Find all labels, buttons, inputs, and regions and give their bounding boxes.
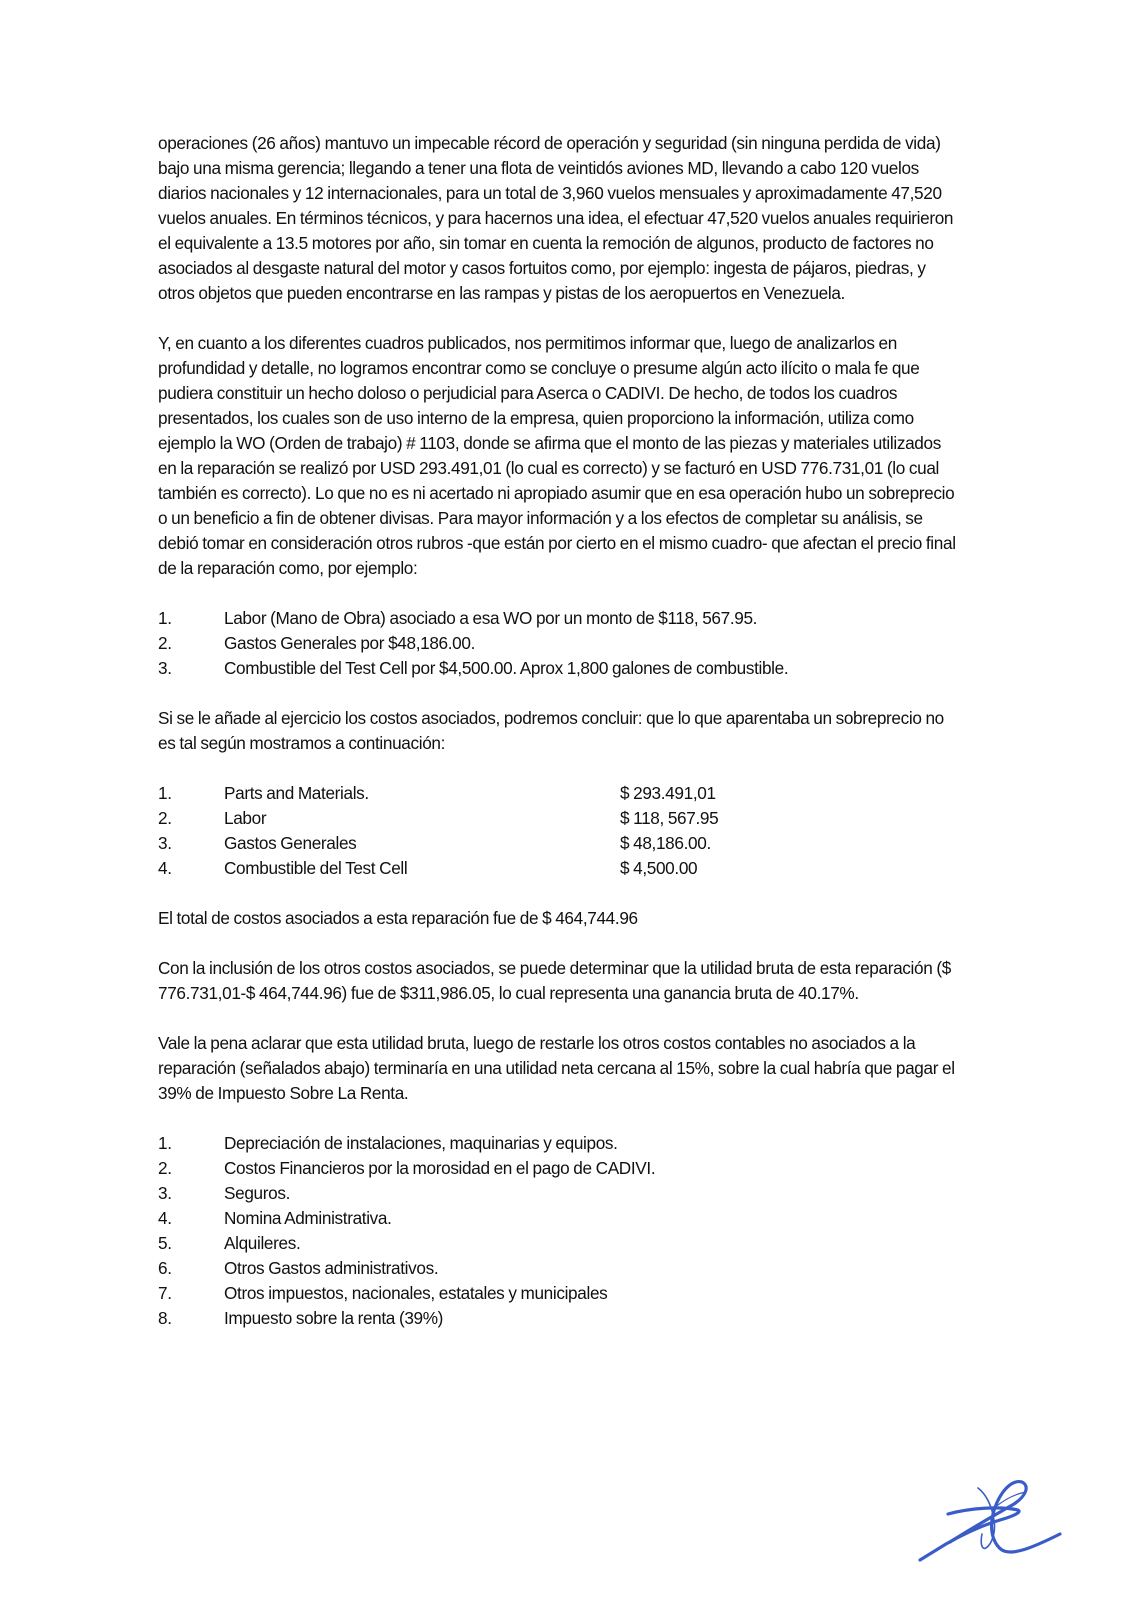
cost-value: $ 48,186.00. bbox=[620, 833, 711, 853]
cost-value: $ 4,500.00 bbox=[620, 858, 698, 878]
cost-value: $ 118, 567.95 bbox=[620, 808, 719, 828]
paragraph-net-profit: Vale la pena aclarar que esta utilidad bruta, luego de restarle los otros costos contables no asociados a la reparación (señalados abajo) terminaría en una utilidad neta cercana al 15%, sobre la cual habría que pagar el 39% de Impuesto Sobre La Renta. bbox=[158, 1033, 955, 1103]
list-item: 2. Gastos Generales por $48,186.00. bbox=[158, 633, 476, 653]
cost-row: 2. Labor $ 118, 567.95 bbox=[158, 806, 958, 831]
list-item: 3. Seguros. bbox=[158, 1183, 290, 1203]
paragraph-conclusion-intro: Si se le añade al ejercicio los costos asociados, podremos concluir: que lo que aparentaba un sobreprecio no es tal según mostramos a continuación: bbox=[158, 708, 944, 753]
list-item: 7. Otros impuestos, nacionales, estatales y municipales bbox=[158, 1283, 608, 1303]
list-item: 1. Labor (Mano de Obra) asociado a esa WO por un monto de $118, 567.95. bbox=[158, 608, 758, 628]
cost-row: 1. Parts and Materials. $ 293.491,01 bbox=[158, 781, 958, 806]
cost-label: Parts and Materials. bbox=[224, 783, 369, 803]
cost-row: 4. Combustible del Test Cell $ 4,500.00 bbox=[158, 856, 958, 881]
non-associated-costs-list bbox=[158, 1131, 958, 1331]
cost-label: Labor bbox=[224, 808, 267, 828]
paragraph-fleet-record: operaciones (26 años) mantuvo un impecable récord de operación y seguridad (sin ninguna perdida de vida) bajo una misma gerencia; llegando a tener una flota de veintidós aviones MD, llevando a cabo 120 vuelos diarios nacionales y 12 internacionales, para un total de 3,960 vuelos mensuales y aproximadamente 47,520 vuelos anuales. En términos técnicos, y para hacernos una idea, el efectuar 47,520 vuelos anuales requirieron el equivalente a 13.5 motores por año, sin tomar en cuenta la remoción de algunos, producto de factores no asociados al desgaste natural del motor y casos fortuitos como, por ejemplo: ingesta de pájaros, piedras, y otros objetos que pueden encontrarse en las rampas y pistas de los aeropuertos en Venezuela. bbox=[158, 133, 954, 303]
paragraph-cuadros-analysis: Y, en cuanto a los diferentes cuadros publicados, nos permitimos informar que, luego de analizarlos en profundidad y detalle, no logramos encontrar como se concluye o presume algún acto ilícito o mala fe que pudiera constituir un hecho doloso o perjudicial para Aserca o CADIVI. De hecho, de todos los cuadros presentados, los cuales son de uso interno de la empresa, quien proporciono la información, utiliza como ejemplo la WO (Orden de trabajo) # 1103, donde se afirma que el monto de las piezas y materiales utilizados en la reparación se realizó por USD 293.491,01 (lo cual es correcto) y se facturó en USD 776.731,01 (lo cual también es correcto). Lo que no es ni acertado ni apropiado asumir que en esa operación hubo un sobreprecio o un beneficio a fin de obtener divisas. Para mayor información y a los efectos de completar su análisis, se debió tomar en consideración otros rubros -que están por cierto en el mismo cuadro- que afectan el precio final de la reparación como, por ejemplo: bbox=[158, 333, 956, 578]
list-item: 6. Otros Gastos administrativos. bbox=[158, 1258, 439, 1278]
list-item: 3. Combustible del Test Cell por $4,500.00. Aprox 1,800 galones de combustible. bbox=[158, 658, 789, 678]
document-page bbox=[158, 131, 958, 1356]
paragraph-gross-profit: Con la inclusión de los otros costos asociados, se puede determinar que la utilidad bruta de esta reparación ($ 776.731,01-$ 464,744.96) fue de $311,986.05, lo cual representa una ganancia bruta de 40.17%. bbox=[158, 958, 951, 1003]
signature-icon bbox=[910, 1450, 1080, 1580]
cost-label: Gastos Generales bbox=[224, 833, 357, 853]
signature-stroke-main bbox=[950, 1482, 1060, 1552]
list-item: 4. Nomina Administrativa. bbox=[158, 1208, 392, 1228]
cost-label: Combustible del Test Cell bbox=[224, 858, 408, 878]
cost-row: 3. Gastos Generales $ 48,186.00. bbox=[158, 831, 958, 856]
paragraph-total-costs: El total de costos asociados a esta reparación fue de $ 464,744.96 bbox=[158, 908, 638, 928]
list-item: 5. Alquileres. bbox=[158, 1233, 301, 1253]
list-item: 1. Depreciación de instalaciones, maquinarias y equipos. bbox=[158, 1133, 618, 1153]
cost-table bbox=[158, 781, 958, 881]
cost-value: $ 293.491,01 bbox=[620, 783, 716, 803]
other-costs-list bbox=[158, 606, 958, 681]
list-item: 2. Costos Financieros por la morosidad en el pago de CADIVI. bbox=[158, 1158, 656, 1178]
list-item: 8. Impuesto sobre la renta (39%) bbox=[158, 1308, 444, 1328]
